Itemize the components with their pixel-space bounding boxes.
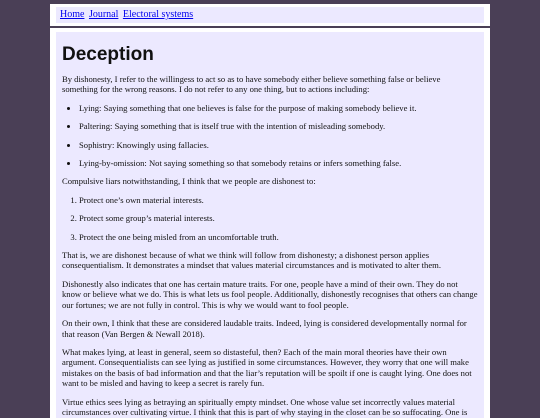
laudable-traits-paragraph: On their own, I think that these are considered laudable traits. Indeed, lying is considered developmentally normal for that reason (Van Bergen & Newall 2018). [62,318,467,339]
mature-traits-paragraph: Dishonestly also indicates that one has certain mature traits. For one, people have a mind of their own. They do not know or believe what we do. This is what lets us fool people. Additionally, dishonestly recognises that others can change our fortunes; we are not fully in control. This is why we would want to fool people. [62,278,478,310]
list-item-reason-1: 1. Protect one’s own material interests. [79,195,478,205]
nav-bar [56,7,484,23]
consequentialism-paragraph: That is, we are dishonest because of what we think will follow from dishonesty; a dishonest person applies consequentialism. It demonstrates a mindset that values material circumstances and is motivated to alter them. [62,250,441,271]
intro-paragraph: By dishonesty, I refer to the willingess to act so as to have somebody either believe something false or believe something for the wrong reasons. I do not refer to any one thing, but to actions including: [62,74,441,95]
list-item-lying: • Lying: Saying something that one believes is false for the purpose of making somebody believe it. [79,103,478,113]
nav-link-electoral-systems[interactable]: Electoral systems [122,9,194,20]
page-container [50,28,490,418]
nav-link-journal[interactable]: Journal [88,9,119,20]
list-item-reason-3: 3. Protect the one being misled from an uncomfortable truth. [79,232,478,242]
list-item-paltering: • Paltering: Saying something that is itself true with the intention of misleading somebody. [79,121,478,131]
article-content[interactable] [56,32,484,418]
moral-theories-paragraph: What makes lying, at least in general, seem so distasteful, then? Each of the main moral theories have their own argument. Consequentialists can see lying as justified in some circumstances. However, they worry that one will make mistakes on the basis of bad information and that the liar’s reputation will be spoilt if one is caught lying. One does not want to be misled and having to keep a secret is rarely fun. [62,346,472,389]
list-item-sophistry: • Sophistry: Knowingly using fallacies. [79,140,478,150]
nav-link-home[interactable]: Home [60,9,85,20]
dishonesty-actions-list [62,103,478,169]
reasons-list [62,195,478,242]
list-item-reason-2: 2. Protect some group’s material interests. [79,213,478,223]
list-item-lying-by-omission: • Lying-by-omission: Not saying something so that somebody retains or infers something false. [79,158,478,168]
page-title: Deception [62,44,154,65]
liars-intro-paragraph: Compulsive liars notwithstanding, I think that we people are dishonest to: [62,176,316,187]
top-navigation [50,4,490,26]
virtue-ethics-paragraph: Virtue ethics sees lying as betraying an spiritually empty mindset. One whose value set incorrectly values material circumstances over cultivating virtue. I think that this is part of why staying in the closet can be so suffocating. One is [62,396,468,417]
